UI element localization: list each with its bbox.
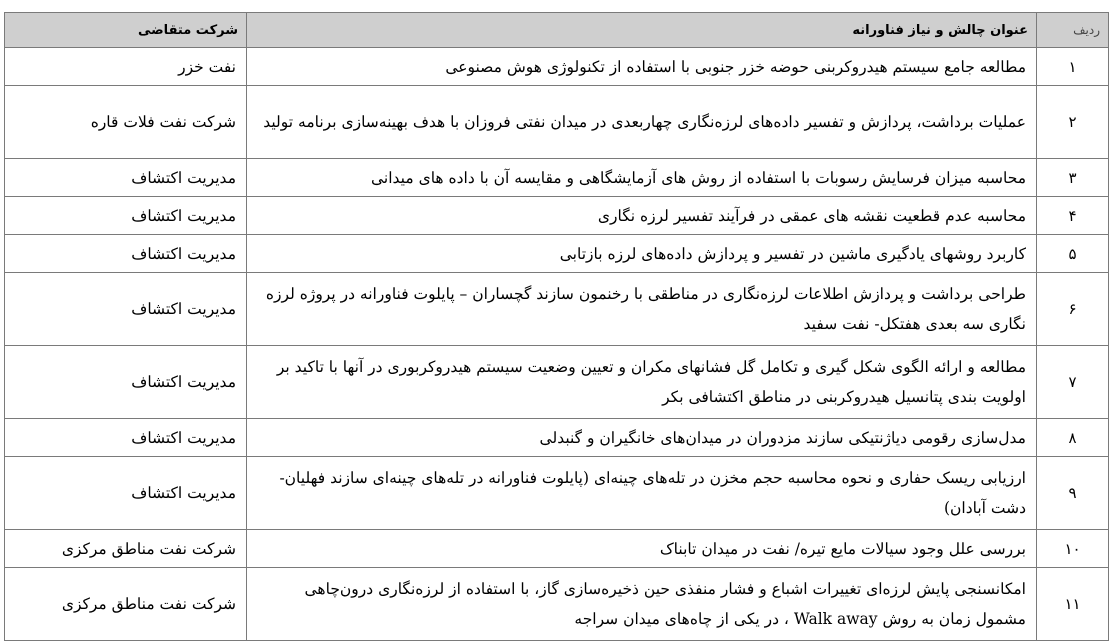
table-row bbox=[5, 159, 1109, 197]
row-title: طراحی برداشت و پردازش اطلاعات لرزه‌نگاری در مناطقی با رخنمون سازند گچساران – پایلوت فناورانه در پروژه لرزه نگاری سه بعدی هفتکل- نفت سفید bbox=[247, 273, 1037, 346]
table-row bbox=[5, 346, 1109, 419]
row-title: کاربرد روشهای یادگیری ماشین در تفسیر و پردازش داده‌های لرزه بازتابی bbox=[247, 235, 1037, 273]
row-number: ۵ bbox=[1037, 235, 1109, 273]
table-row bbox=[5, 273, 1109, 346]
row-title: محاسبه عدم قطعیت نقشه های عمقی در فرآیند تفسیر لرزه نگاری bbox=[247, 197, 1037, 235]
row-title-part-a: امکانسنجی پایش لرزه‌ای تغییرات اشباع و فشار منفذی حین ذخیره‌سازی گاز، با استفاده از لرزه‌نگاری درون‌چاهی مشمول زمان به روش bbox=[304, 580, 1026, 628]
row-company: شرکت نفت مناطق مرکزی bbox=[5, 530, 247, 568]
row-title: مطالعه و ارائه الگوی شکل گیری و تکامل گل فشانهای مکران و تعیین وضعیت سیستم هیدروکربوری در آنها با تاکید بر اولویت بندی پتانسیل هیدروکربنی در مناطق اکتشافی بکر bbox=[247, 346, 1037, 419]
document-page bbox=[4, 12, 1108, 641]
row-title: محاسبه میزان فرسایش رسوبات با استفاده از روش های آزمایشگاهی و مقایسه آن با داده های میدانی bbox=[247, 159, 1037, 197]
row-number: ۸ bbox=[1037, 419, 1109, 457]
challenges-table bbox=[4, 12, 1109, 641]
row-company: مدیریت اکتشاف bbox=[5, 457, 247, 530]
table-row bbox=[5, 419, 1109, 457]
row-number: ۷ bbox=[1037, 346, 1109, 419]
row-title-latin-term: Walk away bbox=[793, 610, 878, 628]
table-row bbox=[5, 48, 1109, 86]
table-row bbox=[5, 86, 1109, 159]
row-company: نفت خزر bbox=[5, 48, 247, 86]
row-title: بررسی علل وجود سیالات مایع تیره/ نفت در میدان تابناک bbox=[247, 530, 1037, 568]
row-title: مدل‌سازی رقومی دیاژنتیکی سازند مزدوران در میدان‌های خانگیران و گنبدلی bbox=[247, 419, 1037, 457]
row-number: ۹ bbox=[1037, 457, 1109, 530]
table-row bbox=[5, 235, 1109, 273]
header-company: شرکت متقاضی bbox=[5, 13, 247, 48]
table-row bbox=[5, 197, 1109, 235]
row-company: شرکت نفت مناطق مرکزی bbox=[5, 568, 247, 641]
row-title: مطالعه جامع سیستم هیدروکربنی حوضه خزر جنوبی با استفاده از تکنولوژی هوش مصنوعی bbox=[247, 48, 1037, 86]
row-company: مدیریت اکتشاف bbox=[5, 197, 247, 235]
row-company: مدیریت اکتشاف bbox=[5, 159, 247, 197]
row-number: ۱۱ bbox=[1037, 568, 1109, 641]
row-title: ارزیابی ریسک حفاری و نحوه محاسبه حجم مخزن در تله‌های چینه‌ای (پایلوت فناورانه در تله‌های چینه‌ای سازند فهلیان- دشت آبادان) bbox=[247, 457, 1037, 530]
row-company: مدیریت اکتشاف bbox=[5, 346, 247, 419]
row-number: ۴ bbox=[1037, 197, 1109, 235]
table-row bbox=[5, 457, 1109, 530]
header-title: عنوان چالش و نیاز فناورانه bbox=[247, 13, 1037, 48]
row-number: ۳ bbox=[1037, 159, 1109, 197]
header-row-number: ردیف bbox=[1037, 13, 1109, 48]
row-company: مدیریت اکتشاف bbox=[5, 273, 247, 346]
row-company: مدیریت اکتشاف bbox=[5, 419, 247, 457]
table-row bbox=[5, 568, 1109, 641]
row-number: ۱ bbox=[1037, 48, 1109, 86]
row-title bbox=[247, 568, 1037, 641]
row-number: ۶ bbox=[1037, 273, 1109, 346]
table-row bbox=[5, 530, 1109, 568]
row-number: ۱۰ bbox=[1037, 530, 1109, 568]
row-number: ۲ bbox=[1037, 86, 1109, 159]
row-title: عملیات برداشت، پردازش و تفسیر داده‌های لرزه‌نگاری چهاربعدی در میدان نفتی فروزان با هدف بهینه‌سازی برنامه تولید bbox=[247, 86, 1037, 159]
row-company: شرکت نفت فلات قاره bbox=[5, 86, 247, 159]
row-title-part-c: ، در یکی از چاه‌های میدان سراجه bbox=[574, 610, 789, 628]
row-company: مدیریت اکتشاف bbox=[5, 235, 247, 273]
table-header-row bbox=[5, 13, 1109, 48]
